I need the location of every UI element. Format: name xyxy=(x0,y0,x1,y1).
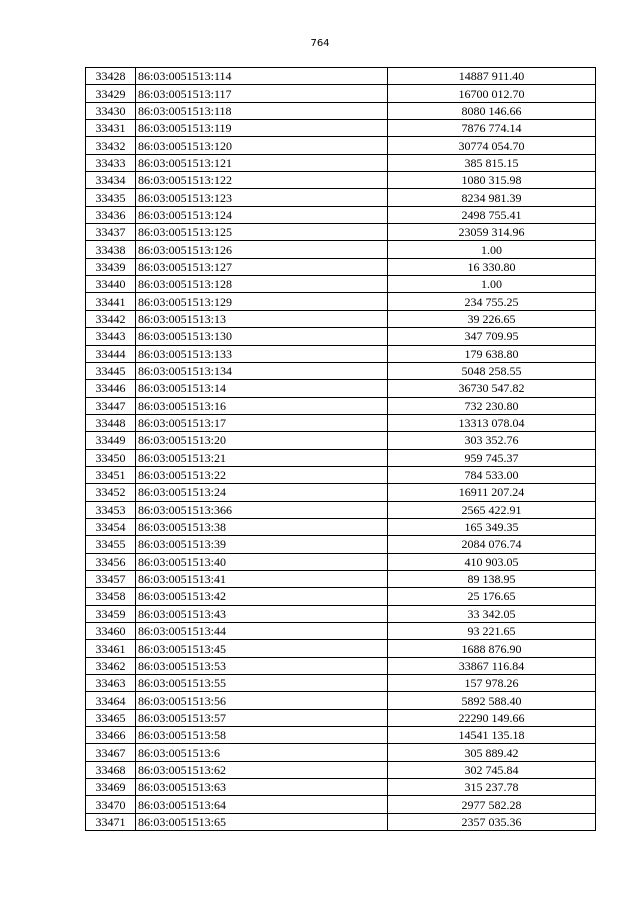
cadastral-number-cell: 86:03:0051513:20 xyxy=(136,432,388,449)
row-number-cell: 33464 xyxy=(86,692,136,709)
table-row xyxy=(86,189,596,206)
cadastral-number-cell: 86:03:0051513:41 xyxy=(136,570,388,587)
row-number-cell: 33471 xyxy=(86,813,136,830)
cadastral-value-cell: 1.00 xyxy=(388,276,596,293)
cadastral-number-cell: 86:03:0051513:114 xyxy=(136,68,388,85)
page-number: 764 xyxy=(310,38,330,49)
cadastral-value-cell: 16 330.80 xyxy=(388,258,596,275)
row-number-cell: 33445 xyxy=(86,362,136,379)
cadastral-number-cell: 86:03:0051513:126 xyxy=(136,241,388,258)
cadastral-number-cell: 86:03:0051513:63 xyxy=(136,779,388,796)
table-row xyxy=(86,414,596,431)
table-row xyxy=(86,623,596,640)
cadastral-number-cell: 86:03:0051513:123 xyxy=(136,189,388,206)
cadastral-number-cell: 86:03:0051513:42 xyxy=(136,588,388,605)
table-row xyxy=(86,137,596,154)
cadastral-value-cell: 5892 588.40 xyxy=(388,692,596,709)
table-row xyxy=(86,172,596,189)
cadastral-value-cell: 33867 116.84 xyxy=(388,657,596,674)
table-row xyxy=(86,362,596,379)
cadastral-number-cell: 86:03:0051513:119 xyxy=(136,120,388,137)
row-number-cell: 33458 xyxy=(86,588,136,605)
table-row xyxy=(86,85,596,102)
cadastral-value-cell: 2977 582.28 xyxy=(388,796,596,813)
table-row xyxy=(86,588,596,605)
cadastral-number-cell: 86:03:0051513:127 xyxy=(136,258,388,275)
cadastral-value-cell: 305 889.42 xyxy=(388,744,596,761)
row-number-cell: 33440 xyxy=(86,276,136,293)
cadastral-value-cell: 959 745.37 xyxy=(388,449,596,466)
cadastral-value-cell: 165 349.35 xyxy=(388,518,596,535)
row-number-cell: 33435 xyxy=(86,189,136,206)
cadastral-number-cell: 86:03:0051513:53 xyxy=(136,657,388,674)
cadastral-number-cell: 86:03:0051513:45 xyxy=(136,640,388,657)
table-row xyxy=(86,727,596,744)
table-row xyxy=(86,675,596,692)
table-row xyxy=(86,709,596,726)
row-number-cell: 33470 xyxy=(86,796,136,813)
row-number-cell: 33456 xyxy=(86,553,136,570)
row-number-cell: 33468 xyxy=(86,761,136,778)
cadastral-number-cell: 86:03:0051513:43 xyxy=(136,605,388,622)
cadastral-number-cell: 86:03:0051513:366 xyxy=(136,501,388,518)
row-number-cell: 33437 xyxy=(86,224,136,241)
cadastral-value-cell: 2565 422.91 xyxy=(388,501,596,518)
cadastral-value-cell: 16700 012.70 xyxy=(388,85,596,102)
cadastral-value-cell: 784 533.00 xyxy=(388,466,596,483)
row-number-cell: 33460 xyxy=(86,623,136,640)
row-number-cell: 33438 xyxy=(86,241,136,258)
cadastral-number-cell: 86:03:0051513:120 xyxy=(136,137,388,154)
cadastral-value-cell: 22290 149.66 xyxy=(388,709,596,726)
cadastral-value-cell: 157 978.26 xyxy=(388,675,596,692)
table-row xyxy=(86,380,596,397)
row-number-cell: 33433 xyxy=(86,154,136,171)
table-row xyxy=(86,432,596,449)
row-number-cell: 33462 xyxy=(86,657,136,674)
cadastral-value-cell: 8080 146.66 xyxy=(388,102,596,119)
table-row xyxy=(86,276,596,293)
row-number-cell: 33461 xyxy=(86,640,136,657)
table-row xyxy=(86,796,596,813)
table-row xyxy=(86,779,596,796)
row-number-cell: 33452 xyxy=(86,484,136,501)
table-row xyxy=(86,102,596,119)
row-number-cell: 33469 xyxy=(86,779,136,796)
table-row xyxy=(86,310,596,327)
cadastral-number-cell: 86:03:0051513:56 xyxy=(136,692,388,709)
table-row xyxy=(86,813,596,830)
row-number-cell: 33439 xyxy=(86,258,136,275)
cadastral-number-cell: 86:03:0051513:21 xyxy=(136,449,388,466)
cadastral-value-cell: 14887 911.40 xyxy=(388,68,596,85)
table-row xyxy=(86,501,596,518)
cadastral-value-cell: 385 815.15 xyxy=(388,154,596,171)
table-row xyxy=(86,449,596,466)
row-number-cell: 33446 xyxy=(86,380,136,397)
row-number-cell: 33454 xyxy=(86,518,136,535)
table-row xyxy=(86,328,596,345)
row-number-cell: 33432 xyxy=(86,137,136,154)
cadastral-number-cell: 86:03:0051513:24 xyxy=(136,484,388,501)
table-row xyxy=(86,241,596,258)
cadastral-number-cell: 86:03:0051513:122 xyxy=(136,172,388,189)
cadastral-number-cell: 86:03:0051513:133 xyxy=(136,345,388,362)
cadastral-value-cell: 16911 207.24 xyxy=(388,484,596,501)
cadastral-number-cell: 86:03:0051513:134 xyxy=(136,362,388,379)
cadastral-number-cell: 86:03:0051513:44 xyxy=(136,623,388,640)
table-row xyxy=(86,536,596,553)
cadastral-number-cell: 86:03:0051513:117 xyxy=(136,85,388,102)
cadastral-value-cell: 36730 547.82 xyxy=(388,380,596,397)
cadastral-number-cell: 86:03:0051513:124 xyxy=(136,206,388,223)
row-number-cell: 33457 xyxy=(86,570,136,587)
cadastral-number-cell: 86:03:0051513:62 xyxy=(136,761,388,778)
row-number-cell: 33429 xyxy=(86,85,136,102)
cadastral-value-cell: 2498 755.41 xyxy=(388,206,596,223)
row-number-cell: 33436 xyxy=(86,206,136,223)
row-number-cell: 33449 xyxy=(86,432,136,449)
table-row xyxy=(86,640,596,657)
cadastral-number-cell: 86:03:0051513:118 xyxy=(136,102,388,119)
table-row xyxy=(86,518,596,535)
cadastral-value-cell: 7876 774.14 xyxy=(388,120,596,137)
table-row xyxy=(86,553,596,570)
cadastral-number-cell: 86:03:0051513:38 xyxy=(136,518,388,535)
cadastral-value-cell: 30774 054.70 xyxy=(388,137,596,154)
row-number-cell: 33466 xyxy=(86,727,136,744)
table-row xyxy=(86,224,596,241)
table-row xyxy=(86,761,596,778)
cadastral-number-cell: 86:03:0051513:40 xyxy=(136,553,388,570)
cadastral-value-cell: 732 230.80 xyxy=(388,397,596,414)
row-number-cell: 33459 xyxy=(86,605,136,622)
cadastral-number-cell: 86:03:0051513:65 xyxy=(136,813,388,830)
table-row xyxy=(86,345,596,362)
cadastral-value-cell: 2357 035.36 xyxy=(388,813,596,830)
cadastral-number-cell: 86:03:0051513:58 xyxy=(136,727,388,744)
cadastral-value-cell: 410 903.05 xyxy=(388,553,596,570)
cadastral-value-cell: 234 755.25 xyxy=(388,293,596,310)
cadastral-number-cell: 86:03:0051513:125 xyxy=(136,224,388,241)
cadastral-value-cell: 1.00 xyxy=(388,241,596,258)
cadastral-number-cell: 86:03:0051513:22 xyxy=(136,466,388,483)
cadastral-number-cell: 86:03:0051513:14 xyxy=(136,380,388,397)
cadastral-value-cell: 1080 315.98 xyxy=(388,172,596,189)
row-number-cell: 33442 xyxy=(86,310,136,327)
row-number-cell: 33455 xyxy=(86,536,136,553)
cadastral-value-cell: 13313 078.04 xyxy=(388,414,596,431)
row-number-cell: 33428 xyxy=(86,68,136,85)
cadastral-number-cell: 86:03:0051513:16 xyxy=(136,397,388,414)
table-row xyxy=(86,692,596,709)
cadastral-number-cell: 86:03:0051513:13 xyxy=(136,310,388,327)
row-number-cell: 33463 xyxy=(86,675,136,692)
row-number-cell: 33444 xyxy=(86,345,136,362)
cadastral-number-cell: 86:03:0051513:6 xyxy=(136,744,388,761)
row-number-cell: 33431 xyxy=(86,120,136,137)
cadastral-number-cell: 86:03:0051513:130 xyxy=(136,328,388,345)
table-body xyxy=(86,68,596,831)
row-number-cell: 33467 xyxy=(86,744,136,761)
row-number-cell: 33441 xyxy=(86,293,136,310)
table-row xyxy=(86,466,596,483)
table-row xyxy=(86,206,596,223)
cadastral-value-cell: 93 221.65 xyxy=(388,623,596,640)
table-row xyxy=(86,258,596,275)
cadastral-value-cell: 1688 876.90 xyxy=(388,640,596,657)
table-row xyxy=(86,120,596,137)
cadastral-number-cell: 86:03:0051513:57 xyxy=(136,709,388,726)
cadastral-value-cell: 14541 135.18 xyxy=(388,727,596,744)
table-row xyxy=(86,605,596,622)
cadastral-value-cell: 39 226.65 xyxy=(388,310,596,327)
cadastral-value-cell: 315 237.78 xyxy=(388,779,596,796)
row-number-cell: 33451 xyxy=(86,466,136,483)
cadastral-value-cell: 33 342.05 xyxy=(388,605,596,622)
cadastral-value-table xyxy=(85,67,596,831)
table-row xyxy=(86,744,596,761)
table-row xyxy=(86,154,596,171)
cadastral-number-cell: 86:03:0051513:121 xyxy=(136,154,388,171)
cadastral-value-cell: 302 745.84 xyxy=(388,761,596,778)
row-number-cell: 33443 xyxy=(86,328,136,345)
row-number-cell: 33430 xyxy=(86,102,136,119)
cadastral-value-cell: 5048 258.55 xyxy=(388,362,596,379)
table-row xyxy=(86,293,596,310)
cadastral-number-cell: 86:03:0051513:64 xyxy=(136,796,388,813)
table-row xyxy=(86,657,596,674)
cadastral-value-cell: 179 638.80 xyxy=(388,345,596,362)
row-number-cell: 33434 xyxy=(86,172,136,189)
row-number-cell: 33453 xyxy=(86,501,136,518)
cadastral-value-cell: 303 352.76 xyxy=(388,432,596,449)
cadastral-number-cell: 86:03:0051513:17 xyxy=(136,414,388,431)
cadastral-value-cell: 347 709.95 xyxy=(388,328,596,345)
table-row xyxy=(86,397,596,414)
cadastral-value-cell: 89 138.95 xyxy=(388,570,596,587)
cadastral-number-cell: 86:03:0051513:55 xyxy=(136,675,388,692)
cadastral-value-cell: 25 176.65 xyxy=(388,588,596,605)
row-number-cell: 33450 xyxy=(86,449,136,466)
cadastral-number-cell: 86:03:0051513:129 xyxy=(136,293,388,310)
cadastral-value-cell: 23059 314.96 xyxy=(388,224,596,241)
table-row xyxy=(86,484,596,501)
table-row xyxy=(86,68,596,85)
cadastral-value-cell: 8234 981.39 xyxy=(388,189,596,206)
row-number-cell: 33447 xyxy=(86,397,136,414)
table-row xyxy=(86,570,596,587)
cadastral-value-cell: 2084 076.74 xyxy=(388,536,596,553)
cadastral-number-cell: 86:03:0051513:39 xyxy=(136,536,388,553)
row-number-cell: 33448 xyxy=(86,414,136,431)
cadastral-number-cell: 86:03:0051513:128 xyxy=(136,276,388,293)
row-number-cell: 33465 xyxy=(86,709,136,726)
